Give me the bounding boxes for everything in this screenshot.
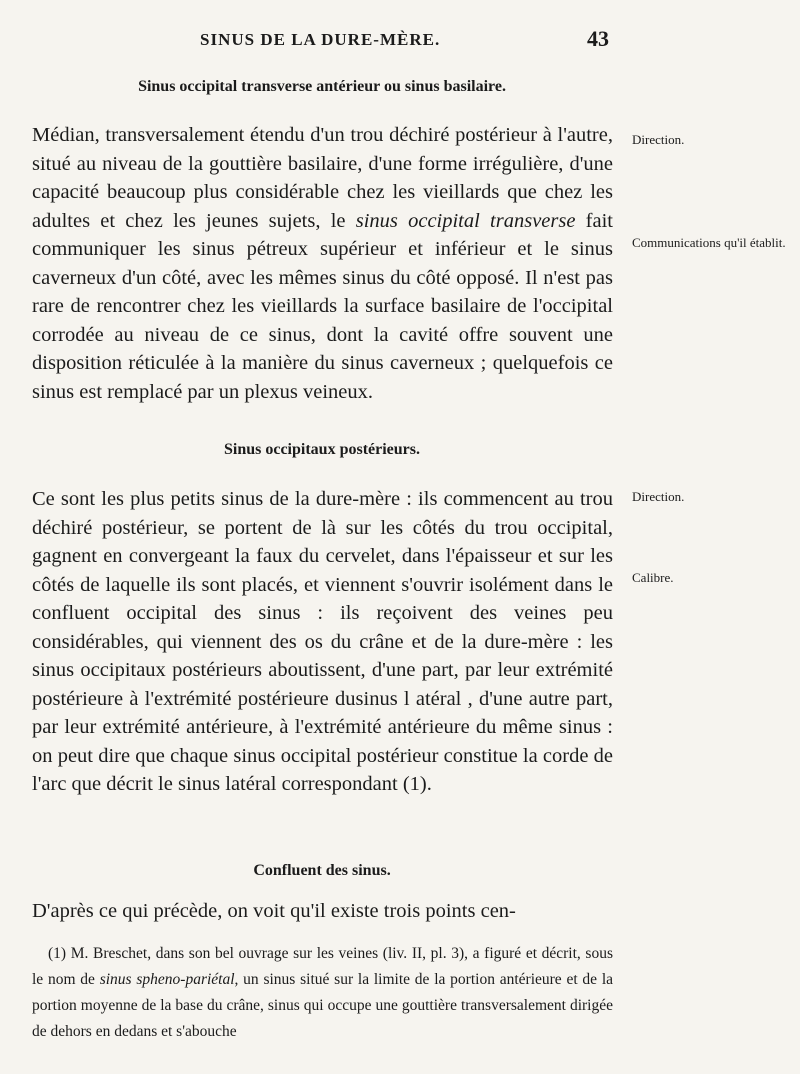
footnote	[32, 941, 613, 1045]
margin-note-direction-2: Direction.	[632, 489, 685, 504]
footnote-text: , un sinus situé sur la limite de la portion antérieure et de la portion moyenne de la base du crâne, sinus qui occupe une gouttière transversalement dirigée de dehors en dedans et s'abouche	[32, 971, 614, 1040]
paragraph-text: Médian, transversalement étendu d'un trou déchiré postérieur à l'autre, situé au niveau de la gouttière basilaire, d'une forme irrégulière, d'une capacité beaucoup plus considérable chez les vieillards que chez les adultes et chez les jeunes sujets, le	[32, 124, 613, 232]
paragraph-basilar-sinus	[32, 121, 613, 406]
running-head: SINUS DE LA DURE-MÈRE.	[200, 30, 441, 49]
paragraph-posterior-occipital-sinus: Ce sont les plus petits sinus de la dure-mère : ils commencent au trou déchiré postérieur, se portent de là sur les côtés du trou occipital, gagnent en convergeant la faux du cervelet, dans l'épaisseur et sur les côtés de laquelle ils sont placés, et viennent s'ouvrir isolément dans le confluent occipital des sinus : ils reçoivent des veines peu considérables, qui viennent des os du crâne et de la dure-mère : les sinus occipitaux postérieurs aboutissent, d'une part, par leur extrémité postérieure à l'extrémité postérieure dusinus l atéral , d'une autre part, par leur extrémité antérieure, à l'extrémité antérieure du même sinus : on peut dire que chaque sinus occipital postérieur constitue la corde de l'arc que décrit le sinus latéral correspondant (1).	[32, 488, 613, 795]
italic-term: sinus occipital transverse	[355, 209, 576, 232]
section-heading-basilar-sinus: Sinus occipital transverse antérieur ou sinus basilaire.	[138, 78, 506, 95]
paragraph-confluent: D'après ce qui précède, on voit qu'il existe trois points cen-	[32, 900, 516, 922]
footnote-text: (1) M. Breschet, dans son bel ouvrage sur les veines (liv. II, pl. 3), a figuré et décrit, sous le nom de	[32, 945, 613, 988]
footnote-italic-term: sinus spheno-pariétal	[99, 971, 235, 988]
page-number: 43	[587, 26, 609, 51]
margin-note-communications: Communications qu'il établit.	[632, 235, 786, 250]
section-heading-confluent: Confluent des sinus.	[253, 862, 391, 879]
margin-note-direction: Direction.	[632, 132, 685, 147]
paragraph-text: fait communiquer les sinus pétreux supérieur et inférieur et le sinus caverneux d'un côté, avec les mêmes sinus du côté opposé. Il n'est pas rare de rencontrer chez les vieillards la surface basilaire de l'occipital corrodée au niveau de ce sinus, dont la cavité offre souvent une disposition réticulée à la manière du sinus caverneux ; quelquefois ce sinus est remplacé par un plexus veineux.	[32, 209, 613, 403]
section-heading-posterior-occipital-sinus: Sinus occipitaux postérieurs.	[223, 441, 420, 458]
margin-note-calibre: Calibre.	[632, 570, 674, 585]
